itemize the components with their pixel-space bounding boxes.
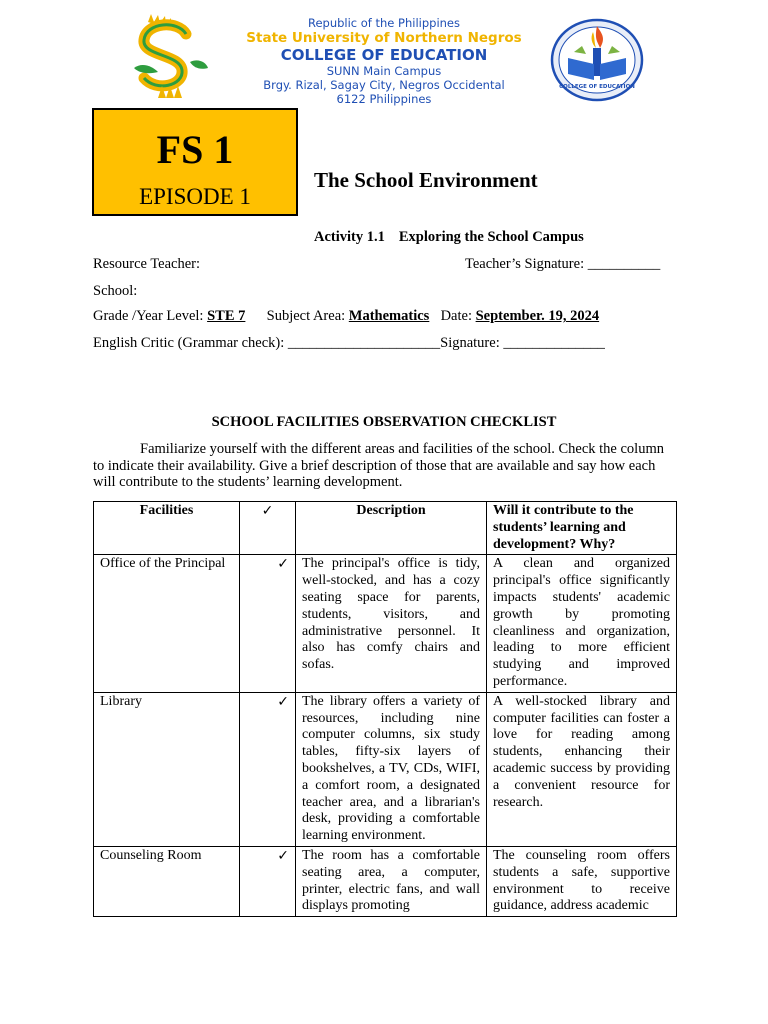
document-header [0, 16, 768, 106]
facility-cell: Library [94, 692, 240, 846]
college-name: COLLEGE OF EDUCATION [280, 46, 488, 64]
fs-episode-badge [92, 108, 298, 216]
campus-line: SUNN Main Campus [326, 64, 442, 78]
table-header-row [94, 502, 677, 555]
check-icon: ✓ [240, 846, 296, 916]
contribution-cell: A well-stocked library and computer facilities can foster a love for reading among students, enhancing their academic success by providing a convenient resource for research. [487, 692, 677, 846]
description-cell: The library offers a variety of resources, including nine computer columns, six study tables, fifty-six layers of bookshelves, a TV, CDs, WIFI, a comfort room, a designated teacher area, and a librarian's desk, providing a comfortable learning environment. [296, 692, 487, 846]
university-name: State University of Northern Negros [246, 30, 522, 46]
check-icon: ✓ [240, 555, 296, 692]
date-label: Date: [440, 308, 472, 324]
seal-text: COLLEGE OF EDUCATION [559, 84, 635, 90]
facilities-checklist-table [93, 501, 677, 917]
header-contribution: Will it contribute to the students’ learning and development? Why? [487, 502, 677, 555]
description-cell: The principal's office is tidy, well-stocked, and has a cozy seating space for parents, students, visitors, and administrative personnel. It also has comfy chairs and sofas. [296, 555, 487, 692]
activity-number: Activity 1.1 [314, 229, 385, 245]
fs-label: FS 1 [156, 127, 234, 172]
school-field: School: [93, 283, 138, 299]
republic-line: Republic of the Philippines [307, 16, 461, 30]
english-critic-field: English Critic (Grammar check): _____________________Signature: ______________ [93, 335, 605, 351]
facility-cell: Counseling Room [94, 846, 240, 916]
postal-line: 6122 Philippines [336, 92, 432, 106]
teacher-signature-field: Teacher’s Signature: __________ [465, 256, 661, 272]
subject-value: Mathematics [348, 308, 430, 324]
header-facilities: Facilities [94, 502, 240, 555]
page-title: The School Environment [314, 168, 538, 192]
grade-value: STE 7 [207, 308, 246, 324]
table-row [94, 692, 677, 846]
activity-name: Exploring the School Campus [398, 229, 584, 245]
activity-heading [314, 229, 584, 246]
table-row [94, 555, 677, 692]
resource-teacher-field: Resource Teacher: [93, 256, 201, 272]
facility-cell: Office of the Principal [94, 555, 240, 692]
grade-label: Grade /Year Level: [93, 308, 204, 324]
grade-subject-date-row [93, 308, 599, 325]
episode-label: EPISODE 1 [139, 184, 251, 209]
contribution-cell: A clean and organized principal's office significantly impacts students' academic growth by promoting cleanliness and organization, leading to more efficient studying and improved performance. [487, 555, 677, 692]
instructions-paragraph: Familiarize yourself with the different areas and facilities of the school. Check the column to indicate their availability. Give a brief description of those that are available and say how each will contribute to the students’ learning development. [93, 441, 664, 490]
table-row [94, 846, 677, 916]
description-cell: The room has a comfortable seating area, a computer, printer, electric fans, and wall displays promoting [296, 846, 487, 916]
subject-label: Subject Area: [266, 308, 346, 324]
contribution-cell: The counseling room offers students a safe, supportive environment to receive guidance, address academic [487, 846, 677, 916]
date-value: September. 19, 2024 [475, 308, 600, 324]
check-icon: ✓ [240, 692, 296, 846]
address-line: Brgy. Rizal, Sagay City, Negros Occidental [263, 78, 505, 92]
header-description: Description [296, 502, 487, 555]
section-title: SCHOOL FACILITIES OBSERVATION CHECKLIST [211, 414, 557, 430]
header-check-icon: ✓ [240, 502, 296, 555]
